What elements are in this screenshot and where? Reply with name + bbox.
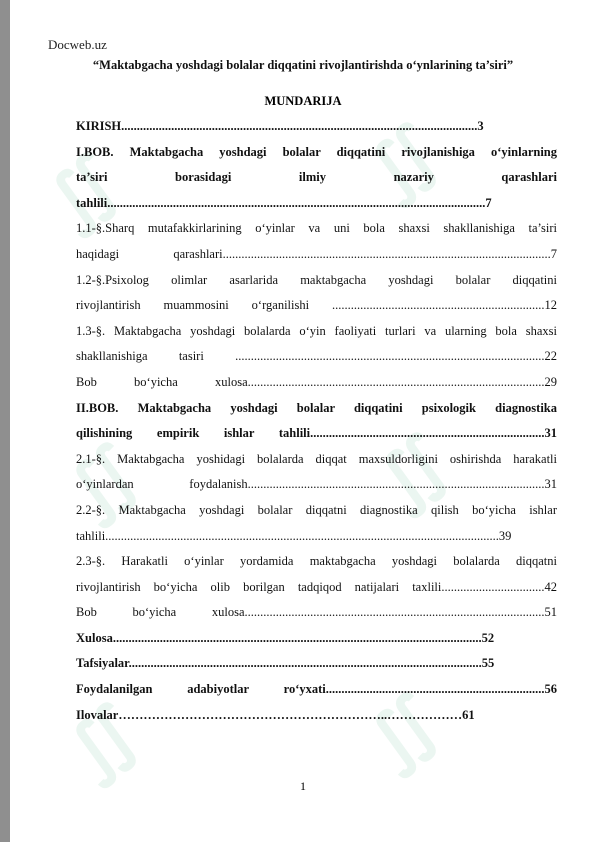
toc-line: Tafsiyalar.................................................................................................................55 (76, 656, 495, 671)
document-page (10, 0, 596, 842)
toc-line: Foydalanilgan adabiyotlar ro‘yxati......................................................................56 (76, 682, 557, 697)
watermark: ∬ (351, 108, 454, 214)
toc-line: tahlili.........................................................................................................................7 (76, 195, 492, 210)
toc-entry[interactable] (76, 600, 557, 626)
watermark: ∬ (361, 418, 464, 524)
toc-line: Xulosa......................................................................................................................52 (76, 630, 495, 645)
toc-entry[interactable] (76, 677, 557, 703)
toc-line: 1.1-§.Sharq mutafakkirlarining o‘yinlar va uni bola shaxsi shakllanishiga ta’siri (76, 221, 557, 236)
toc-entry[interactable] (76, 703, 557, 729)
toc-entry[interactable] (76, 140, 557, 217)
toc-line: qilishining empirik ishlar tahlili...........................................................................31 (76, 426, 557, 441)
toc-line: I.BOB. Maktabgacha yoshdagi bolalar diqqatini rivojlanishiga o‘yinlarning (76, 144, 557, 159)
toc-entry[interactable] (76, 396, 557, 447)
toc-entry[interactable] (76, 651, 557, 677)
source-header: Docweb.uz (48, 37, 107, 52)
toc-line: tahlili..............................................................................................................................39 (76, 528, 512, 543)
toc-entry[interactable] (76, 114, 557, 140)
toc-line: 2.3-§. Harakatli o‘yinlar yordamida maktabgacha yoshdagi bolalarda diqqatni (76, 554, 557, 569)
toc-line: haqidagi qarashlari.........................................................................................................7 (76, 246, 557, 261)
toc-entry[interactable] (76, 498, 557, 549)
toc-line: 2.1-§. Maktabgacha yoshidagi bolalarda diqqat maxsuldorligini oshirishda harakatli (76, 451, 557, 466)
toc-line: KIRISH..................................................................................................................3 (76, 119, 484, 133)
watermark: ∬ (51, 428, 154, 534)
toc-line: II.BOB. Maktabgacha yoshdagi bolalar diqqatini psixologik diagnostika (76, 400, 557, 415)
document-title: “Maktabgacha yoshdagi bolalar diqqatini rivojlantirishda o‘ynlarining ta’siri” (92, 58, 514, 72)
toc-entry[interactable] (76, 626, 557, 652)
toc-entry[interactable] (76, 549, 557, 600)
toc-line: ta’siri borasidagi ilmiy nazariy qarashlari (76, 170, 557, 185)
toc-line: Ilovalar………………………………………………………..………………61 (76, 707, 475, 722)
toc-line: rivojlantirish bo‘yicha olib borilgan tadqiqod natijalari taxlili.................................42 (76, 579, 557, 594)
watermark: ∬ (51, 688, 154, 794)
toc-line: 1.2-§.Psixolog olimlar asarlarida maktabgacha yoshdagi bolalar diqqatini (76, 272, 557, 287)
watermark: ∬ (351, 678, 454, 784)
toc-line: 2.2-§. Maktabgacha yoshdagi bolalar diqqatni diagnostika qilish bo‘yicha ishlar (76, 502, 557, 517)
toc-line: rivojlantirish muammosini o‘rganilishi ....................................................................12 (76, 298, 557, 313)
toc-entry[interactable] (76, 370, 557, 396)
toc-entry[interactable] (76, 216, 557, 267)
watermark: ∬ (31, 138, 134, 244)
toc-entry[interactable] (76, 319, 557, 370)
toc-line: o‘yinlardan foydalanish...............................................................................................31 (76, 477, 557, 492)
toc-heading: MUNDARIJA (264, 94, 342, 108)
toc-entry[interactable] (76, 268, 557, 319)
toc-line: 1.3-§. Maktabgacha yoshdagi bolalarda o‘yin faoliyati turlari va ularning bola shaxsi (76, 323, 557, 338)
page-number: 1 (300, 779, 306, 793)
toc-line: Bob bo‘yicha xulosa...............................................................................................29 (76, 374, 557, 389)
table-of-contents (76, 114, 557, 728)
toc-line: Bob bo‘yicha xulosa................................................................................................51 (76, 605, 557, 620)
toc-line: shakllanishiga tasiri ...................................................................................................22 (76, 349, 557, 364)
toc-entry[interactable] (76, 447, 557, 498)
